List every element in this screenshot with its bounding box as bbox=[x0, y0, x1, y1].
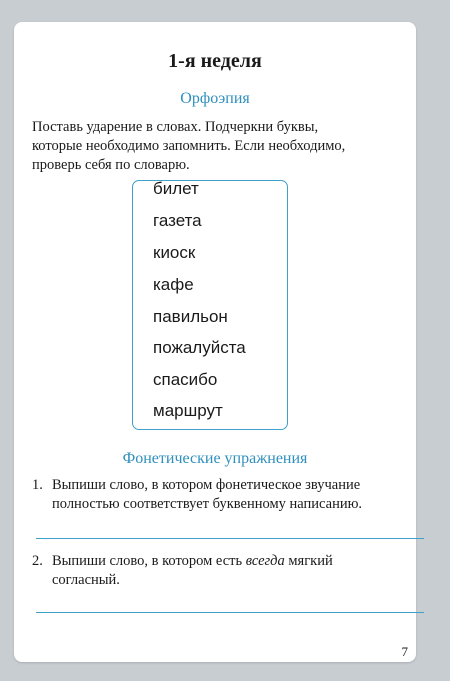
instruction-line: проверь себя по словарю. bbox=[32, 157, 190, 173]
task-line: согласный. bbox=[52, 572, 120, 588]
task-text bbox=[52, 476, 422, 514]
word-item[interactable]: пожалуйста bbox=[153, 338, 246, 357]
word-item[interactable]: спасибо bbox=[153, 370, 218, 389]
instruction-line: которые необходимо запомнить. Если необходимо, bbox=[32, 138, 346, 154]
word-item[interactable]: кафе bbox=[153, 275, 194, 294]
instruction-line: Поставь ударение в словах. Подчеркни буквы, bbox=[32, 119, 319, 135]
task-line: полностью соответствует буквенному написанию. bbox=[52, 496, 363, 512]
task-number: 1. bbox=[32, 477, 43, 493]
word-item[interactable]: газета bbox=[153, 211, 202, 230]
word-item[interactable]: билет bbox=[153, 179, 199, 198]
task-line: Выпиши слово, в котором фонетическое звучание bbox=[52, 477, 361, 493]
task-text-part: мягкий bbox=[284, 553, 333, 569]
task-number: 2. bbox=[32, 553, 43, 569]
task-text-part: Выпиши слово, в котором есть bbox=[52, 553, 246, 569]
task-line bbox=[52, 552, 422, 571]
task-emphasis: всегда bbox=[245, 553, 285, 569]
phonetic-tasks bbox=[32, 22, 416, 662]
workbook-page bbox=[14, 22, 416, 662]
week-title: 1-я неделя bbox=[168, 50, 262, 72]
word-item[interactable]: маршрут bbox=[153, 401, 223, 420]
answer-line-2[interactable] bbox=[36, 612, 424, 613]
phonetic-heading: Фонетические упражнения bbox=[122, 450, 308, 467]
word-item[interactable]: киоск bbox=[153, 243, 196, 262]
task-text bbox=[52, 552, 422, 590]
page-number: 7 bbox=[401, 644, 408, 659]
orthoepy-heading: Орфоэпия bbox=[180, 90, 250, 107]
word-item[interactable]: павильон bbox=[153, 307, 228, 326]
answer-line-1[interactable] bbox=[36, 538, 424, 539]
